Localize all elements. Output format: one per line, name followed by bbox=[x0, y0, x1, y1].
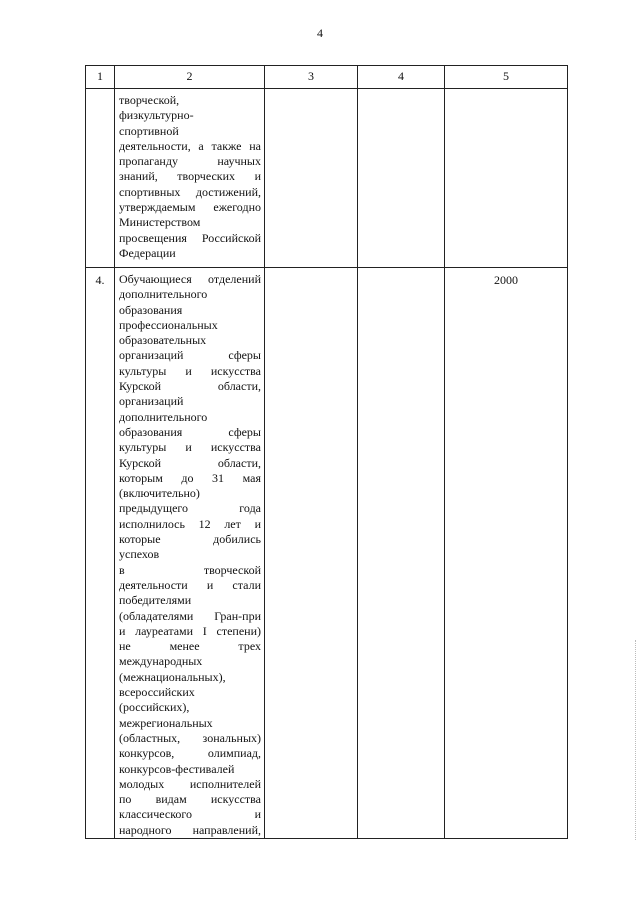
description-line: исполнилось 12 лет и bbox=[119, 516, 261, 531]
header-col-5: 5 bbox=[445, 66, 568, 89]
description-line: спортивных достижений, bbox=[119, 184, 261, 199]
description-line: успехов bbox=[119, 547, 160, 562]
description-lines bbox=[119, 272, 261, 838]
description-line: предыдущего года bbox=[119, 501, 261, 516]
description-line: Министерством bbox=[119, 215, 201, 230]
description-line: (обладателями Гран-при bbox=[119, 608, 261, 623]
row-col-3 bbox=[265, 89, 358, 268]
description-line: Курской области, bbox=[119, 379, 261, 394]
header-col-1: 1 bbox=[86, 66, 115, 89]
description-lines bbox=[119, 93, 261, 261]
description-line: деятельности, а также на bbox=[119, 138, 261, 153]
description-line: межрегиональных bbox=[119, 715, 213, 730]
description-line: дополнительного bbox=[119, 409, 208, 424]
description-line: и лауреатами I степени) bbox=[119, 623, 261, 638]
description-line: спортивной bbox=[119, 123, 179, 138]
row-col-5 bbox=[445, 89, 568, 268]
row-number bbox=[86, 89, 115, 268]
description-line: Курской области, bbox=[119, 455, 261, 470]
table-row-continued bbox=[86, 89, 568, 268]
description-line: молодых исполнителей bbox=[119, 776, 261, 791]
row-col-5-amount: 2000 bbox=[445, 268, 568, 839]
description-line: не менее трех bbox=[119, 639, 261, 654]
description-line: (включительно) bbox=[119, 486, 200, 501]
description-line: международных bbox=[119, 654, 203, 669]
description-line: в творческой bbox=[119, 562, 261, 577]
row-col-4 bbox=[358, 89, 445, 268]
description-line: всероссийских bbox=[119, 685, 195, 700]
description-line: конкурсов, олимпиад, bbox=[119, 746, 261, 761]
page-number: 4 bbox=[317, 26, 323, 40]
description-line: которым до 31 мая bbox=[119, 470, 261, 485]
row-description bbox=[115, 89, 265, 268]
description-line: организаций bbox=[119, 394, 184, 409]
description-line: физкультурно- bbox=[119, 108, 194, 123]
description-line: культуры и искусства bbox=[119, 440, 261, 455]
description-line: дополнительного bbox=[119, 287, 208, 302]
description-line: просвещения Российской bbox=[119, 230, 261, 245]
header-col-2: 2 bbox=[115, 66, 265, 89]
header-col-4: 4 bbox=[358, 66, 445, 89]
description-line: образовательных bbox=[119, 333, 207, 348]
description-line: по видам искусства bbox=[119, 792, 261, 807]
scan-edge-marks bbox=[633, 640, 636, 840]
description-line: образования сферы bbox=[119, 424, 261, 439]
description-line: Обучающиеся отделений bbox=[119, 272, 261, 286]
description-line: знаний, творческих и bbox=[119, 169, 261, 184]
description-line: профессиональных bbox=[119, 317, 218, 332]
description-line: (межнациональных), bbox=[119, 669, 226, 684]
row-number: 4. bbox=[86, 268, 115, 839]
description-line: пропаганду научных bbox=[119, 154, 261, 169]
row-description bbox=[115, 268, 265, 839]
row-col-3 bbox=[265, 268, 358, 839]
description-line: деятельности и стали bbox=[119, 577, 261, 592]
description-line: организаций сферы bbox=[119, 348, 261, 363]
description-line: Федерации bbox=[119, 245, 176, 260]
description-line: творческой, bbox=[119, 93, 180, 107]
description-line: победителями bbox=[119, 593, 192, 608]
table-header-row bbox=[86, 66, 568, 89]
description-line: утверждаемым ежегодно bbox=[119, 200, 261, 215]
description-line: которые добились bbox=[119, 532, 261, 547]
description-line: народного направлений, bbox=[119, 822, 261, 837]
description-line: классического и bbox=[119, 807, 261, 822]
table-row-4 bbox=[86, 268, 568, 839]
row-col-4 bbox=[358, 268, 445, 839]
document-table bbox=[85, 65, 568, 839]
description-line: культуры и искусства bbox=[119, 363, 261, 378]
description-line: (российских), bbox=[119, 700, 190, 715]
description-line: образования bbox=[119, 302, 183, 317]
description-line: конкурсов-фестивалей bbox=[119, 761, 235, 776]
description-line: (областных, зональных) bbox=[119, 730, 261, 745]
header-col-3: 3 bbox=[265, 66, 358, 89]
